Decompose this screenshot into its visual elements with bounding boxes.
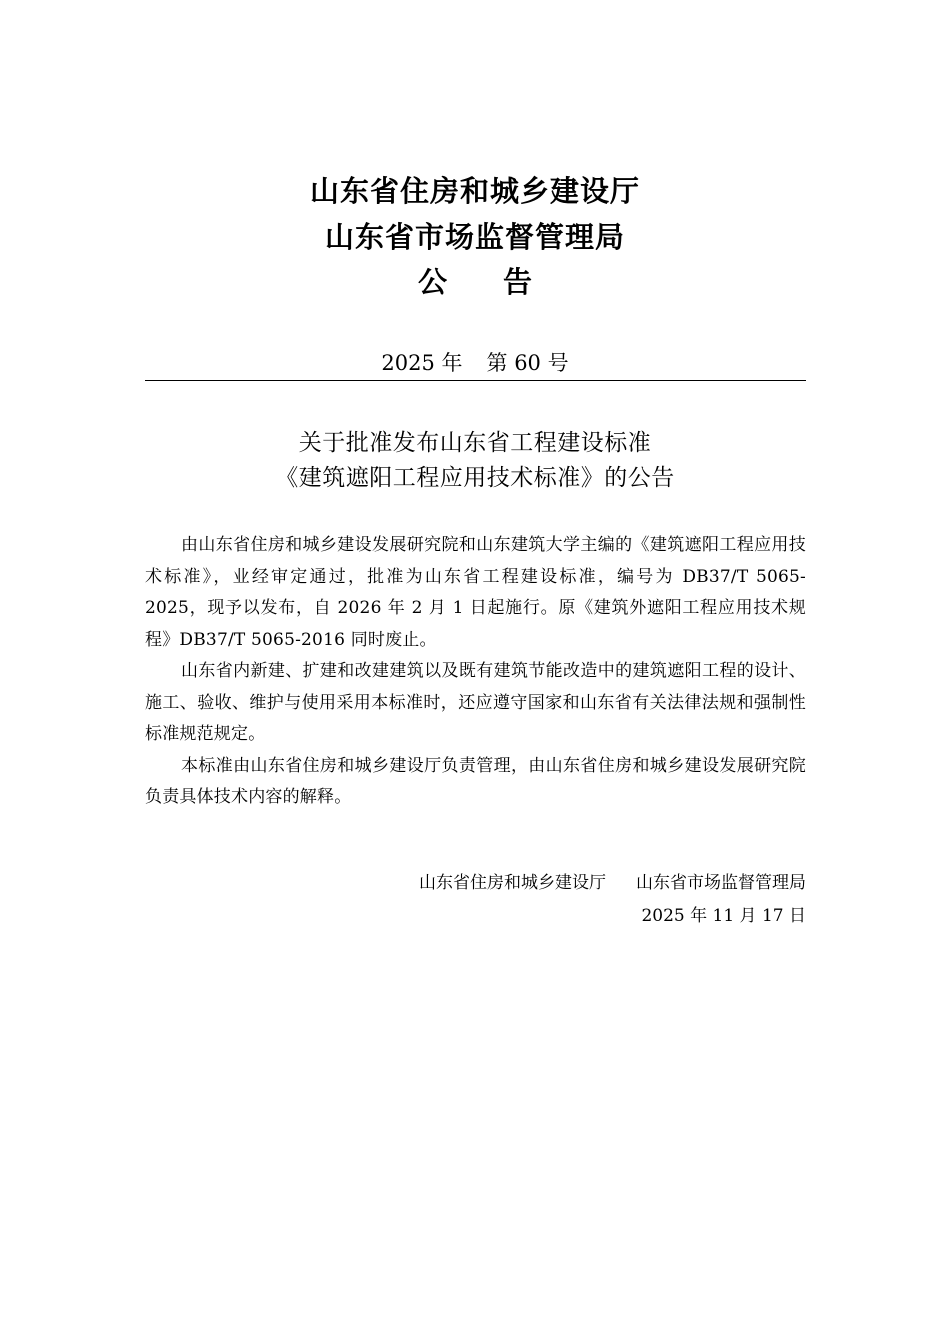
header-divider (145, 380, 806, 381)
issuer-title-1: 山东省住房和城乡建设厅 (309, 174, 640, 208)
issuer-title-2: 山东省市场监督管理局 (324, 220, 625, 254)
announcement-body (145, 530, 806, 814)
body-paragraph-3: 本标准由山东省住房和城乡建设厅负责管理，由山东省住房和城乡建设发展研究院负责具体技术内容的解释。 (145, 755, 806, 807)
document-type-title: 公告 (417, 265, 588, 299)
issue-date: 2025 年 11 月 17 日 (641, 906, 806, 926)
document-number (0, 347, 950, 379)
subject-line-2: 《建筑遮阳工程应用技术标准》的公告 (275, 465, 675, 491)
body-paragraph-1: 由山东省住房和城乡建设发展研究院和山东建筑大学主编的《建筑遮阳工程应用技术标准》，业经审定通过，批准为山东省工程建设标准，编号为 DB37/T 5065-2025，现予以发布，自 2026 年 2 月 1 日起施行。原《建筑外遮阳工程应用技术规程》DB37/T 5065-2016 同时废止。 (145, 535, 806, 650)
subject-line-1: 关于批准发布山东省工程建设标准 (298, 430, 652, 456)
document-number-serial: 第 60 号 (486, 351, 569, 375)
signatories (419, 867, 806, 899)
signatory-1: 山东省住房和城乡建设厅 (419, 873, 606, 893)
signatory-2: 山东省市场监督管理局 (636, 873, 806, 893)
document-number-year: 2025 年 (381, 351, 463, 375)
body-paragraph-2: 山东省内新建、扩建和改建建筑以及既有建筑节能改造中的建筑遮阳工程的设计、施工、验收、维护与使用采用本标准时，还应遵守国家和山东省有关法律法规和强制性标准规范规定。 (145, 661, 806, 744)
